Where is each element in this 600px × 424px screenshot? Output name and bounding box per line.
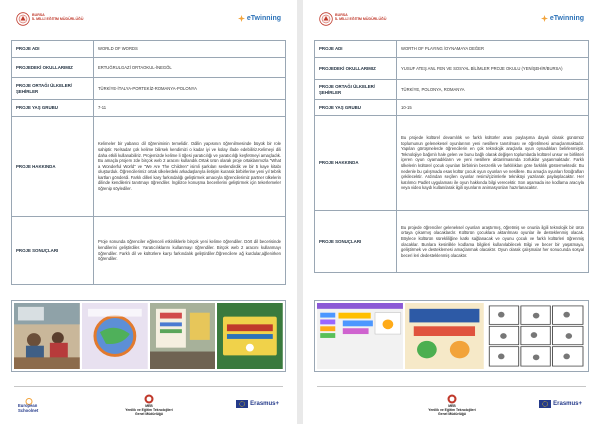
eu-flag-icon [539, 400, 551, 408]
logo-text [335, 13, 386, 22]
project-info-table [314, 40, 589, 273]
table-row [12, 58, 286, 78]
erasmus-logo [539, 400, 582, 408]
european-schoolnet-logo [18, 398, 60, 414]
row-value: Bu projede öğrenciler geleneksel oyunları araştırmış, öğretmiş ve onunla ilgili teknolojik bir ürün ortaya çıkarmış olacaklardır. Kültürün çocuklara aktarılması oyunlar ile desteklenmiş olacak. Böylece kültürün sürekliliğine katkı sağlanacak ve oyunu çocuk ve farklı kültürleri öğrenmiş olacaklar. Bunlara kesinlikle kodlama bilgileri kullanılabilecek Bilgi ve becer bir yaşatmaya, geliştirmek ve desteklemesi amaçlanmak olacaktır. Oyun olarak çalışmalar her sonucunda sosyal beceri leri dedesteklenmiş olacaktır. [397, 211, 589, 273]
row-key: PROJEDEKİ OKULLARIMIZ [12, 58, 94, 78]
left-page [0, 0, 297, 424]
meb-line-1: MEB [145, 404, 153, 408]
meb-logo [118, 394, 180, 416]
row-value: WORTH OF PLAYING /OYNAMAYA DEĞER [397, 41, 589, 58]
logo-line-2: İL MİLLİ EĞİTİM MÜDÜRLÜĞÜ [335, 17, 387, 22]
etwinning-star-icon [541, 15, 548, 22]
row-value: ERTUĞRULGAZİ ORTAOKUL-İNEGÖL [94, 58, 286, 78]
row-key: PROJE ADI [12, 41, 94, 58]
row-key: PROJE SONUÇLARI [315, 211, 397, 273]
etwinning-text: eTwinning [246, 15, 281, 22]
table-row [315, 41, 589, 58]
logo-text [32, 13, 83, 22]
meb-line-2: Yenilik ve Eğitim Teknolojileri [125, 408, 173, 412]
meb-line-1: MEB [448, 404, 456, 408]
meb-emblem-icon [447, 394, 457, 404]
row-key: PROJEDEKİ OKULLARIMIZ [315, 58, 397, 80]
table-row [315, 211, 589, 273]
row-key: PROJE ORTAĞI ÜLKELER/ŞEHİRLER [315, 80, 397, 100]
page-footer [303, 384, 600, 424]
logo-line-2: İL MİLLİ EĞİTİM MÜDÜRLÜĞÜ [32, 17, 84, 22]
schoolnet-line-1: European [18, 403, 38, 408]
meb-emblem-icon [144, 394, 154, 404]
row-key: PROJE HAKKINDA [12, 117, 94, 217]
logo-line-1: BURSA [32, 13, 45, 17]
right-page [303, 0, 600, 424]
erasmus-logo [236, 400, 279, 408]
table-row [12, 217, 286, 285]
photo-new-year-card [217, 303, 283, 369]
new-year-card-icon [217, 303, 283, 369]
logo-line-1: BURSA [335, 13, 348, 17]
photo-poster-map [150, 303, 216, 369]
row-key: PROJE YAŞ GRUBU [12, 100, 94, 117]
bursa-meb-logo-icon [319, 12, 333, 26]
page-header [303, 0, 600, 38]
classroom-photo-icon [14, 303, 80, 369]
meb-line-3: Genel Müdürlüğü [438, 412, 466, 416]
scratch-coding-icon [317, 303, 403, 369]
row-value: TÜRKİYE, POLONYA, ROMANYA [397, 80, 589, 100]
photo-strip [314, 300, 589, 372]
table-row [315, 116, 589, 211]
meb-line-3: Genel Müdürlüğü [135, 412, 163, 416]
row-value: Kelimeler bir yabancı dil öğreniminin temelidir. Odilin yapısının öğrenilmesinde büyük bir role sahiptir. Nelsadar çok kelime bilirsek kendimizi o kadar iyi ve kolay ifade edebiliriz.Kelimeyi dili daha etkili kullanabiliriz. Projemizde kelime li öğesi yaratıcılığı ve yaratıcılığı keşfetmeyi amaçladık. Bu amaçla projem zde birçok web 2 aracını kullandık.Ortak ürün olarak proje ortaklarımızla "What a Wonderful World" ve "We Are The Children" isimli şarkıları seslendirdik ve bir 5 kaye kitabı oluşturduk. Öğrencilerimiz ortak ülkelerdeki arkadaşlarıyla iletişim kurarak birbirlerine yeni yıl tebrik kartları gönderdi. Farklı dilleri kary farkındalığı geliştirmek amacıyla öğrencilerimiz partner ülkelerin dilinde kendilerini tanıtmayı öğrendiler. İngilizce konuşma becerilerini geliştirmek için tekerlemeler öğrenip söylediler. [94, 117, 286, 217]
row-key: PROJE SONUÇLARI [12, 217, 94, 285]
table-row [12, 78, 286, 100]
footer-divider [317, 386, 586, 387]
erasmus-text: Erasmus+ [250, 401, 279, 407]
etwinning-star-icon [238, 15, 245, 22]
row-value: Bu projede kültürel devamlılık ve farklı kültürler arası paylaşıma dayalı olarak günümüz toplumunun gelenekesel oyunlarının yeni nesillere tanıtılması ve öğretilmesi amaçlanmaktadır. Yapılan görüşmelerde öğrencilerin en çok teknolojik araçlarla oyun oynadıkları belirlenmiştir. Teknolojiye bağımlı hale gelen ve bunu bağlı olarak değişen toplumlarda kültürel unsur ve birlikteri içeren oyun oyamadıkların ve yeni nesillere aktarılmasında zorluklar yaşanmaktadır. Farklı ülkelerin kültürel çocuk oyunları birbirinin benzerlik ve farklılıkları göre farklılık göstermektedir. Bu nedenle bu çalışmada esas kültür çocuk oyun oyunları ve nesillere. Bu amaçla oyunları fotoğrafları çekilecektir. Ardından seçilen oyunlar resimi/çizimlerle tekniküyi yazılarak paylaşılacaktır. Her katılımcı Padlet uygulaması ile oyun hakkında bilgi verecektir. Son aşamada ise kodlama aracıyla veya video kaydı kullanılarak ilgili oyunların animasyonları hazırlanacaktır. [397, 116, 589, 211]
meb-line-2: Yenilik ve Eğitim Teknolojileri [428, 408, 476, 412]
table-row [12, 100, 286, 117]
photo-song-cover [82, 303, 148, 369]
row-value: Proje sonunda öğrenciler eğlenceli etkinliklerle birçok yeni kelime öğrendiler. Dört dil becerisinde kendilerini geliştirdiler. Yaratıcılıklarını kullanmayı öğrendiler. Birçok web 2 aracını kullanmayı öğrendiler. Farklı dil ve kültürlere karşı farkındalık geliştirdiler.Öğrencilere ağ kurdular,ağlenirken öğrendiler. [94, 217, 286, 285]
row-key: PROJE HAKKINDA [315, 116, 397, 211]
table-row [12, 117, 286, 217]
bursa-meb-logo-icon [16, 12, 30, 26]
photo-comic-storyboard [486, 303, 586, 369]
row-value: WORLD OF WORDS [94, 41, 286, 58]
row-key: PROJE ADI [315, 41, 397, 58]
etwinning-text: eTwinning [549, 15, 584, 22]
page-header [0, 0, 297, 38]
photo-scratch-coding [317, 303, 403, 369]
row-value: TÜRKİYE-İTALYA-PORTEKİZ-ROMANYA-POLONYA [94, 78, 286, 100]
table-row [315, 80, 589, 100]
photo-strip [11, 300, 286, 372]
table-row [315, 100, 589, 116]
etwinning-logo [541, 15, 584, 22]
row-value: 7-11 [94, 100, 286, 117]
row-value: YUSUF ATEŞ ANL FEN VE SOSYAL BİLİMLER PROJE OKULU (YENİŞEHİR/BURSA) [397, 58, 589, 80]
comic-storyboard-icon [486, 303, 586, 369]
project-info-table [11, 40, 286, 285]
worth-poster-icon [405, 303, 484, 369]
table-row [315, 58, 589, 80]
page-footer [0, 384, 297, 424]
schoolnet-line-2: Schoolnet [18, 407, 39, 413]
poster-map-icon [150, 303, 216, 369]
eu-flag-icon [236, 400, 248, 408]
row-key: PROJE ORTAĞI ÜLKELER/ŞEHİRLER [12, 78, 94, 100]
footer-divider [14, 386, 283, 387]
row-key: PROJE YAŞ GRUBU [315, 100, 397, 116]
meb-logo [421, 394, 483, 416]
photo-worth-poster [405, 303, 484, 369]
table-row [12, 41, 286, 58]
row-value: 10-15 [397, 100, 589, 116]
etwinning-logo [238, 15, 281, 22]
photo-classroom [14, 303, 80, 369]
song-cover-icon [82, 303, 148, 369]
erasmus-text: Erasmus+ [553, 401, 582, 407]
